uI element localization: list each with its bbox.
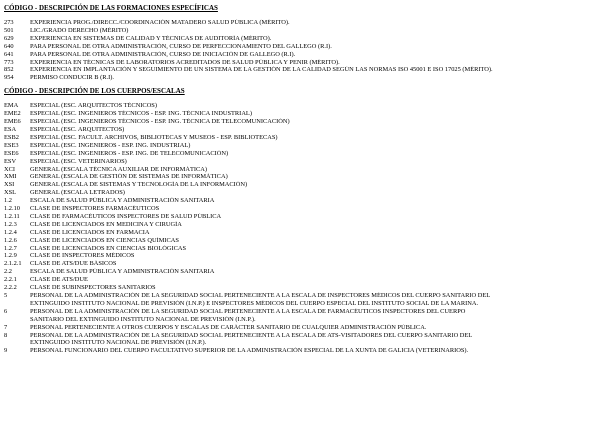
description-line: CLASE DE SUBINSPECTORES SANITARIOS [30,284,156,292]
description-line: EXPERIENCIA PROG./DIRECC./COORDINACIÓN MATADERO SALUD PÚBLICA (MÉRITO). [30,19,290,26]
item-code: 2.1.2.1 [4,260,22,268]
item-description [30,150,609,158]
list-item [4,110,609,118]
list-item [4,59,609,67]
item-code: 852 [4,66,14,74]
item-description [30,35,609,43]
item-code: 2.2 [4,268,12,276]
item-description [30,142,609,150]
item-description [30,205,609,213]
section-formaciones-especificas [4,4,609,82]
list-item [4,74,609,82]
description-line: CLASE DE ATS/DUE BÁSICOS [30,260,117,268]
item-code: EME6 [4,118,21,126]
item-description [30,173,609,181]
item-code: 501 [4,26,14,34]
item-description [30,134,609,142]
item-code: 9 [4,347,8,355]
list-item [4,292,609,308]
cuerpos-escalas-list [4,102,609,355]
description-line: PARA PERSONAL DE OTRA ADMINISTRACIÓN, CURSO DE PERFECCIONAMIENTO DEL GALLEGO (R.I). [30,42,332,50]
item-description [30,308,609,324]
item-description [30,110,609,118]
item-description [30,166,609,174]
list-item [4,43,609,51]
item-code: 641 [4,50,14,58]
list-item [4,260,609,268]
item-code: ESE6 [4,149,19,157]
item-description [30,284,609,292]
list-item [4,134,609,142]
item-code: EME2 [4,110,21,118]
section-heading: CÓDIGO - DESCRIPCIÓN DE LAS FORMACIONES ESPECÍFICAS [4,4,218,12]
list-item [4,51,609,59]
list-item [4,142,609,150]
item-description [30,213,609,221]
description-line: EXPERIENCIA EN TÉCNICAS DE LABORATORIOS ACREDITADOS DE SALUD PÚBLICA Y PENIR (MÉRITO). [30,58,340,66]
item-description [30,347,609,355]
list-item [4,173,609,181]
list-item [4,189,609,197]
list-item [4,213,609,221]
item-code: 1.2.7 [4,244,17,252]
item-description [30,189,609,197]
description-line: PERSONAL FUNCIONARIO DEL CUERPO FACULTATIVO SUPERIOR DE LA ADMINISTRACIÓN ESPECIAL DE LA XUNTA DE GALICIA (VETERINARIOS). [30,347,469,355]
description-line: LIC./GRADO DERECHO (MÉRITO) [30,26,129,34]
description-line: GENERAL (ESCALA DE SISTEMAS Y TECNOLOGÍA DE LA INFORMACIÓN) [30,181,248,189]
list-item [4,35,609,43]
item-description [30,66,609,74]
item-code: 1.2.6 [4,236,17,244]
item-description [30,229,609,237]
description-line: CLASE DE ATS/DUE [30,276,88,284]
description-line: CLASE DE INSPECTORES MÉDICOS [30,252,135,260]
item-code: 1.2.11 [4,212,20,220]
item-description [30,332,609,348]
description-line: CLASE DE LICENCIADOS EN FARMACIA [30,228,150,236]
item-code: 7 [4,323,8,331]
item-code: 273 [4,19,14,26]
item-code: 1.2.9 [4,252,17,260]
description-line: SANITARIO DEL EXTINGUIDO INSTITUTO NACIONAL DE PREVISIÓN (I.N.P.). [30,315,256,323]
description-line: ESCALA DE SALUD PÚBLICA Y ADMINISTRACIÓN SANITARIA [30,268,215,276]
item-description [30,268,609,276]
list-item [4,308,609,324]
item-description [30,237,609,245]
list-item [4,237,609,245]
description-line: ESCALA DE SALUD PÚBLICA Y ADMINISTRACIÓN SANITARIA [30,197,215,205]
description-line: GENERAL (ESCALA TÉCNICA AUXILIAR DE INFORMÁTICA) [30,165,207,173]
list-item [4,268,609,276]
list-item [4,126,609,134]
description-line: CLASE DE LICENCIADOS EN CIENCIAS BIOLÓGICAS [30,244,187,252]
item-code: XCI [4,165,16,173]
description-line: ESPECIAL (ESC. ARQUITECTOS) [30,125,125,133]
list-item [4,118,609,126]
list-item [4,158,609,166]
item-code: ESB2 [4,133,19,141]
description-line: EXPERIENCIA EN IMPLANTACIÓN Y SEGUIMIENTO DE UN SISTEMA DE LA GESTIÓN DE LA CALIDAD SEGÚN LAS NORMAS ISO 45001 E ISO 17025 (MÉRITO). [30,66,493,74]
description-line: ESPECIAL (ESC. FACULT. ARCHIVOS, BIBLIOTECAS Y MUSEOS - ESP. BIBLIOTECAS) [30,133,278,141]
section-heading: CÓDIGO - DESCRIPCIÓN DE LOS CUERPOS/ESCALAS [4,87,185,96]
item-code: EMA [4,102,19,110]
description-line: GENERAL (ESCALA LETRADOS) [30,189,125,197]
item-code: 954 [4,74,14,82]
description-line: CLASE DE INSPECTORES FARMACÉUTICOS [30,205,160,213]
description-line: EXTINGUIDO INSTITUTO NACIONAL DE PREVISIÓN (I.N.P.). [30,339,207,347]
list-item [4,27,609,35]
item-description [30,102,609,110]
description-line: PERSONAL DE LA ADMINISTRACIÓN DE LA SEGURIDAD SOCIAL PERTENECIENTE A LA ESCALA DE INSPECTORES MÉDICOS DEL CUERPO SANITARIO DEL [30,292,491,299]
description-line: ESPECIAL (ESC. INGENIEROS - ESP. ING. INDUSTRIAL) [30,141,191,149]
description-line: ESPECIAL (ESC. INGENIEROS - ESP. ING. DE TELECOMUNICACIÓN) [30,149,229,157]
item-code: 5 [4,292,8,299]
list-item [4,205,609,213]
item-description [30,59,609,67]
item-code: 1.2 [4,197,12,205]
item-code: 1.2.3 [4,220,17,228]
description-line: CLASE DE LICENCIADOS EN CIENCIAS QUÍMICAS [30,236,179,244]
description-line: CLASE DE LICENCIADOS EN MEDICINA Y CIRUGÍA [30,220,182,228]
list-item [4,197,609,205]
item-code: 640 [4,42,14,50]
description-line: GENERAL (ESCALA DE GESTIÓN DE SISTEMAS DE INFORMÁTICA) [30,173,228,181]
list-item [4,19,609,27]
item-description [30,43,609,51]
list-item [4,347,609,355]
description-line: ESPECIAL (ESC. INGENIEROS TÉCNICOS - ESP. ING. TÉCNICA DE TELECOMUNICACIÓN) [30,118,290,126]
item-description [30,51,609,59]
list-item [4,150,609,158]
item-code: 1.2.10 [4,205,20,213]
item-code: 629 [4,34,14,42]
item-code: 6 [4,307,8,315]
item-description [30,158,609,166]
list-item [4,276,609,284]
item-description [30,260,609,268]
list-item [4,66,609,74]
list-item [4,252,609,260]
description-line: PARA PERSONAL DE OTRA ADMINISTRACIÓN, CURSO DE INICIACIÓN DE GALLEGO (R.I). [30,50,296,58]
item-description [30,19,609,27]
list-item [4,245,609,253]
item-description [30,181,609,189]
item-description [30,126,609,134]
item-code: ESE3 [4,141,19,149]
item-code: 1.2.4 [4,228,17,236]
item-code: 2.2.2 [4,284,17,292]
description-line: PERSONAL DE LA ADMINISTRACIÓN DE LA SEGURIDAD SOCIAL PERTENECIENTE A LA ESCALA DE FARMACÉUTICOS INSPECTORES DEL CUERPO [30,307,466,315]
item-description [30,74,609,82]
item-description [30,118,609,126]
list-item [4,229,609,237]
description-line: PERSONAL PERTENECIENTE A OTROS CUERPOS Y ESCALAS DE CARÁCTER SANITARIO DE CUALQUIER ADMINISTRACIÓN PÚBLICA. [30,323,427,331]
item-code: 773 [4,58,14,66]
item-code: XSI [4,181,15,189]
list-item [4,102,609,110]
description-line: ESPECIAL (ESC. INGENIEROS TÉCNICOS - ESP. ING. TÉCNICA INDUSTRIAL) [30,110,252,118]
description-line: PERMISO CONDUCIR B (R.I). [30,74,114,82]
description-line: CLASE DE FARMACÉUTICOS INSPECTORES DE SALUD PÚBLICA [30,212,222,220]
section-cuerpos-escalas [4,87,609,355]
item-description [30,324,609,332]
item-code: XMI [4,173,17,181]
list-item [4,332,609,348]
list-item [4,166,609,174]
item-description [30,292,609,308]
item-description [30,245,609,253]
item-description [30,276,609,284]
item-code: XSL [4,189,17,197]
item-code: 2.2.1 [4,276,17,284]
list-item [4,284,609,292]
list-item [4,221,609,229]
description-line: EXTINGUIDO INSTITUTO NACIONAL DE PREVISIÓN (I.N.P.) E INSPECTORES MÉDICOS DEL CUERPO ESPECIAL DEL INSTITUTO SOCIAL DE LA MARINA. [30,299,479,307]
item-description [30,197,609,205]
description-line: ESPECIAL (ESC. ARQUITECTOS TÉCNICOS) [30,102,157,110]
description-line: EXPERIENCIA EN SISTEMAS DE CALIDAD Y TÉCNICAS DE AUDITORÍA (MÉRITO). [30,34,272,42]
item-code: 8 [4,331,8,339]
item-description [30,252,609,260]
description-line: PERSONAL DE LA ADMINISTRACIÓN DE LA SEGURIDAD SOCIAL PERTENECIENTE A LA ESCALA DE ATS-VISITADORES DEL CUERPO SANITARIO DEL [30,331,473,339]
formaciones-list [4,19,609,82]
item-description [30,221,609,229]
list-item [4,324,609,332]
description-line: ESPECIAL (ESC. VETERINARIOS) [30,157,127,165]
item-code: ESV [4,157,17,165]
item-description [30,27,609,35]
list-item [4,181,609,189]
item-code: ESA [4,125,17,133]
